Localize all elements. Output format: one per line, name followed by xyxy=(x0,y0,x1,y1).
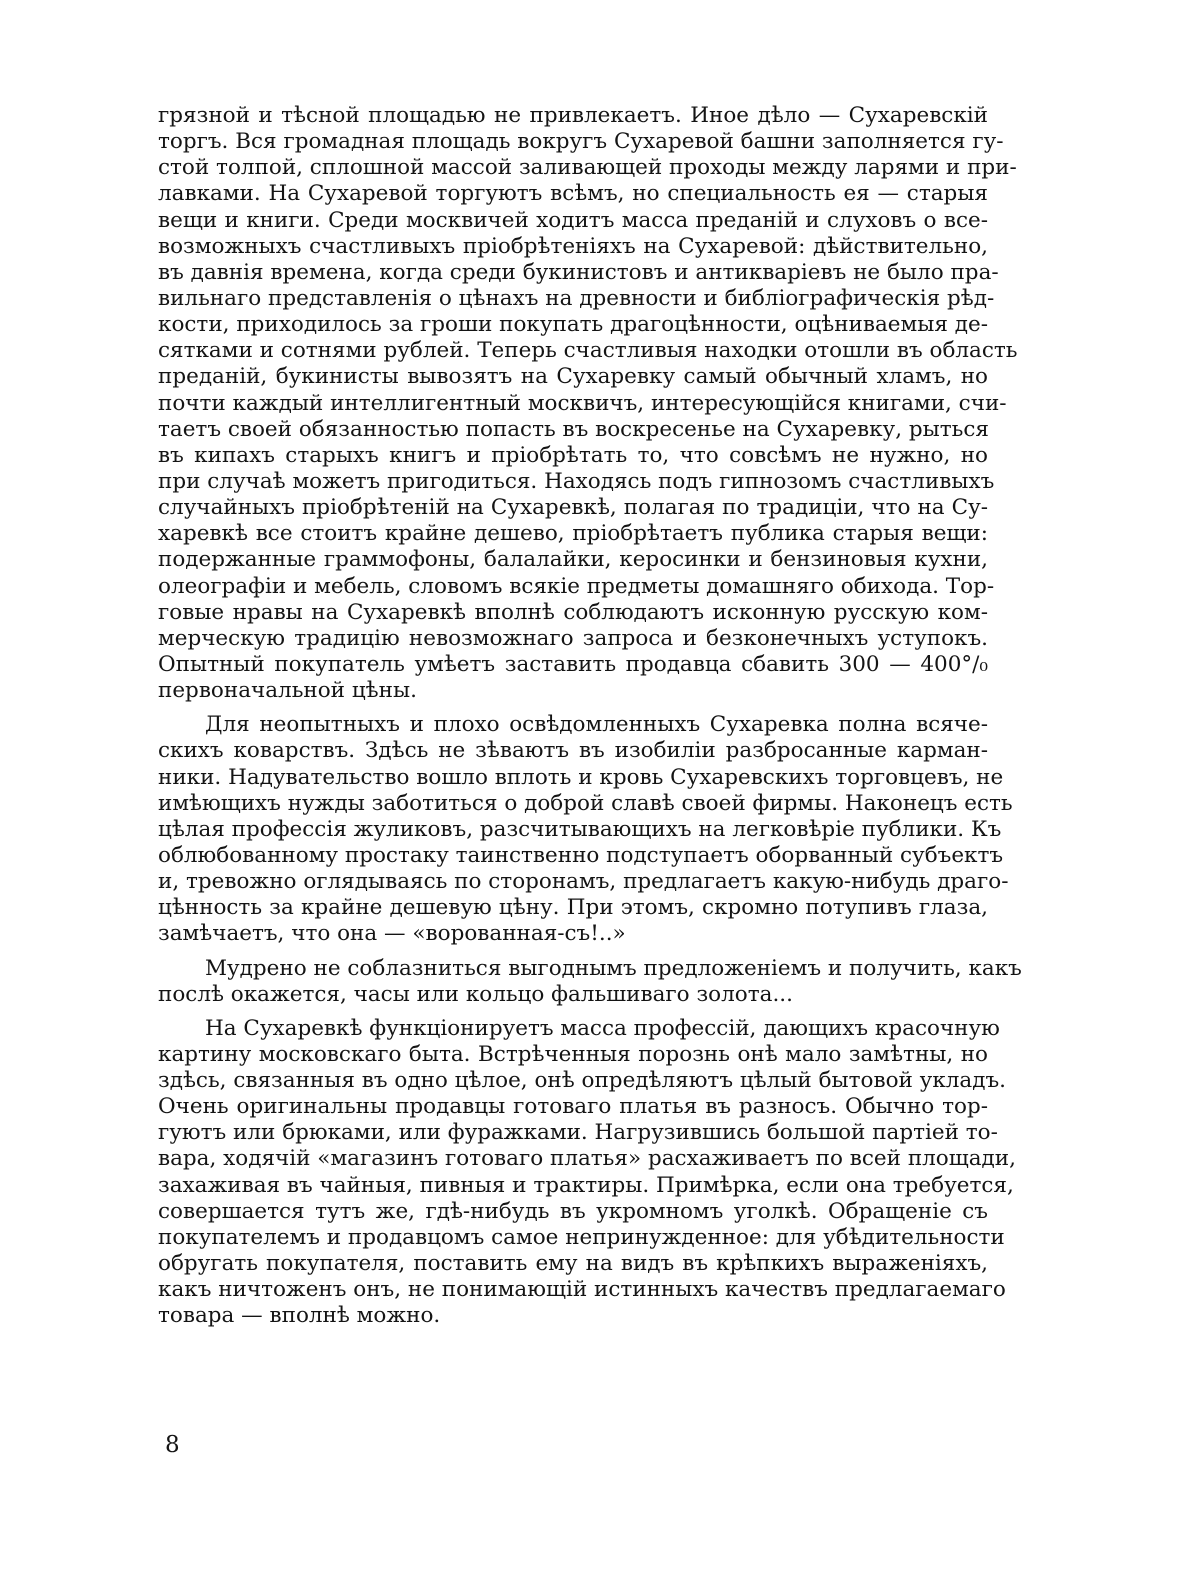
text-line: гуютъ или брюками, или фуражками. Нагрузившись большой партіей то- xyxy=(158,1120,998,1146)
paragraph xyxy=(158,103,1018,704)
text-line: мерческую традицію невозможнаго запроса и безконечныхъ уступокъ. xyxy=(158,625,988,651)
text-line: здѣсь, связанныя въ одно цѣлое, онѣ опредѣляютъ цѣлый бытовой укладъ. xyxy=(158,1068,1006,1094)
paragraph-gap xyxy=(158,1008,988,1016)
text-line: случайныхъ пріобрѣтеній на Сухаревкѣ, полагая по традиціи, что на Су- xyxy=(158,495,988,521)
text-line: вильнаго представленія о цѣнахъ на древности и библіографическія рѣд- xyxy=(158,285,995,311)
text-line: цѣлая профессія жуликовъ, разсчитывающихъ на легковѣріе публики. Къ xyxy=(158,816,1002,842)
text-line: покупателемъ и продавцомъ самое непринужденное: для убѣдительности xyxy=(158,1224,1005,1250)
text-line: олеографіи и мебель, словомъ всякіе предметы домашняго обихода. Тор- xyxy=(158,573,995,599)
text-line: и, тревожно оглядываясь по сторонамъ, предлагаетъ какую-нибудь драго- xyxy=(158,869,1009,895)
paragraph-gap xyxy=(158,704,988,712)
text-line: какъ ничтоженъ онъ, не понимающій истинныхъ качествъ предлагаемаго xyxy=(158,1277,1006,1303)
text-line: подержанные граммофоны, балалайки, керосинки и бензиновыя кухни, xyxy=(158,547,988,573)
body-text xyxy=(158,103,1022,1329)
text-line: ники. Надувательство вошло вплоть и кровь Сухаревскихъ торговцевъ, не xyxy=(158,764,1004,790)
text-line: захаживая въ чайныя, пивныя и трактиры. Примѣрка, если она требуется, xyxy=(158,1172,1014,1198)
text-line: совершается тутъ же, гдѣ-нибудь въ укромномъ уголкѣ. Обращеніе съ xyxy=(158,1198,988,1224)
text-line: говые нравы на Сухаревкѣ вполнѣ соблюдаютъ исконную русскую ком- xyxy=(158,599,988,625)
text-line: На Сухаревкѣ функціонируетъ масса профессій, дающихъ красочную xyxy=(205,1015,1000,1041)
text-line: преданій, букинисты вывозятъ на Сухаревку самый обычный хламъ, но xyxy=(158,364,988,390)
text-line: первоначальной цѣны. xyxy=(158,678,417,704)
text-line: облюбованному простаку таинственно подступаетъ оборванный субъектъ xyxy=(158,842,1004,868)
text-line: Очень оригинальны продавцы готоваго платья въ разносъ. Обычно тор- xyxy=(158,1094,988,1120)
text-line: обругать покупателя, поставить ему на видъ въ крѣпкихъ выраженіяхъ, xyxy=(158,1251,988,1277)
text-line: стой толпой, сплошной массой заливающей проходы между ларями и при- xyxy=(158,155,1017,181)
text-line: въ давнія времена, когда среди букинистовъ и антикваріевъ не было пра- xyxy=(158,259,999,285)
paragraph-gap xyxy=(158,948,988,956)
text-line: возможныхъ счастливыхъ пріобрѣтеніяхъ на Сухаревой: дѣйствительно, xyxy=(158,233,988,259)
text-line: кости, приходилось за гроши покупать драгоцѣнности, оцѣниваемыя де- xyxy=(158,312,988,338)
paragraph xyxy=(158,712,1013,947)
text-line: торгъ. Вся громадная площадь вокругъ Сухаревой башни заполняется гу- xyxy=(158,129,1004,155)
text-line: послѣ окажется, часы или кольцо фальшиваго золота... xyxy=(158,981,793,1007)
text-line: картину московскаго быта. Встрѣченныя порознь онѣ мало замѣтны, но xyxy=(158,1041,988,1067)
text-line: цѣнность за крайне дешевую цѣну. При этомъ, скромно потупивъ глаза, xyxy=(158,895,988,921)
text-line: таетъ своей обязанностью попасть въ воскресенье на Сухаревку, рыться xyxy=(158,416,989,442)
text-line: вещи и книги. Среди москвичей ходитъ масса преданій и слуховъ о все- xyxy=(158,207,988,233)
text-line: скихъ коварствъ. Здѣсь не зѣваютъ въ изобиліи разбросанные карман- xyxy=(158,738,988,764)
text-line: Мудрено не соблазниться выгоднымъ предложеніемъ и получить, какъ xyxy=(205,955,1022,981)
text-line: вара, ходячій «магазинъ готоваго платья» расхаживаетъ по всей площади, xyxy=(158,1146,1016,1172)
text-line: Опытный покупатель умѣетъ заставить продавца сбавить 300 — 400°/₀ xyxy=(158,651,988,677)
text-line: товара — вполнѣ можно. xyxy=(158,1303,441,1329)
text-line: Для неопытныхъ и плохо освѣдомленныхъ Сухаревка полна всяче- xyxy=(205,712,988,738)
paragraph xyxy=(158,1015,1016,1330)
text-line: харевкѣ все стоитъ крайне дешево, пріобрѣтаетъ публика старыя вещи: xyxy=(158,521,988,547)
text-line: лавками. На Сухаревой торгуютъ всѣмъ, но специальность ея — старыя xyxy=(158,181,988,207)
page-number: 8 xyxy=(165,1432,180,1458)
paragraph xyxy=(158,955,1022,1008)
text-line: при случаѣ можетъ пригодиться. Находясь подъ гипнозомъ счастливыхъ xyxy=(158,468,995,494)
text-line: замѣчаетъ, что она — «ворованная-съ!..» xyxy=(158,921,626,947)
text-line: почти каждый интеллигентный москвичъ, интересующійся книгами, счи- xyxy=(158,390,1007,416)
text-line: грязной и тѣсной площадью не привлекаетъ. Иное дѣло — Сухаревскій xyxy=(158,103,988,128)
text-line: въ кипахъ старыхъ книгъ и пріобрѣтать то, что совсѣмъ не нужно, но xyxy=(158,442,988,468)
text-line: имѣющихъ нужды заботиться о доброй славѣ своей фирмы. Наконецъ есть xyxy=(158,790,1013,816)
text-line: сятками и сотнями рублей. Теперь счастливыя находки отошли въ область xyxy=(158,338,1018,364)
